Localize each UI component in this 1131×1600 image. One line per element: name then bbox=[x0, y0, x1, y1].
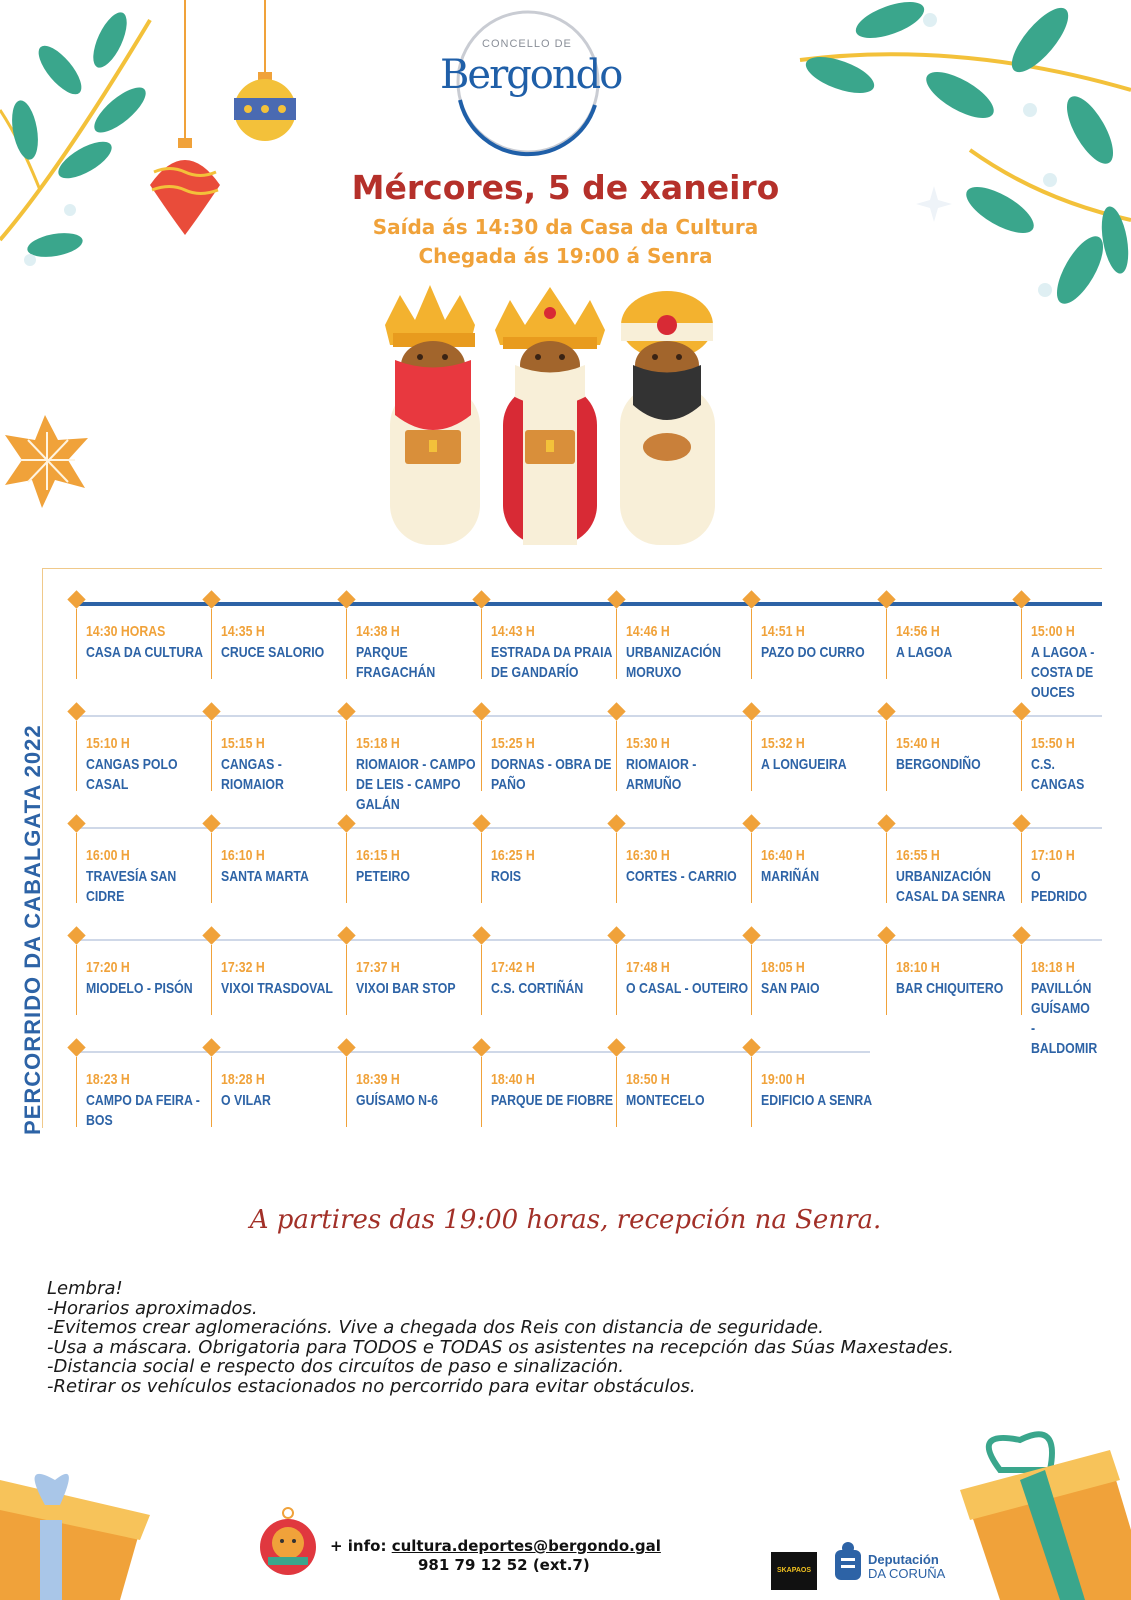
stop-time: 14:51 H bbox=[761, 623, 805, 640]
email-link[interactable]: cultura.deportes@bergondo.gal bbox=[391, 1537, 661, 1555]
stop-marker-icon bbox=[67, 814, 85, 832]
stop-place: CANGAS POLO CASAL bbox=[86, 756, 178, 793]
stop-time: 18:23 H bbox=[86, 1071, 130, 1088]
stop-marker-icon bbox=[202, 702, 220, 720]
stop-tick bbox=[346, 833, 347, 903]
stop-place: PARQUE DE FIOBRE bbox=[491, 1092, 614, 1109]
logo-name: Bergondo bbox=[440, 52, 622, 98]
arrival-info: Chegada ás 19:00 á Senra bbox=[418, 244, 713, 268]
stop-time: 16:10 H bbox=[221, 847, 265, 864]
stop-marker-icon bbox=[67, 1038, 85, 1056]
stop-marker-icon bbox=[877, 814, 895, 832]
stop-place: O VILAR bbox=[221, 1092, 271, 1109]
gift-bottom-right-decoration bbox=[960, 1430, 1131, 1600]
stop-marker-icon bbox=[202, 1038, 220, 1056]
route-row-line bbox=[75, 715, 1102, 717]
route-row bbox=[0, 817, 1131, 927]
stop-place: PAVILLÓN GUÍSAMO - BALDOMIR bbox=[1031, 980, 1098, 1057]
stop-tick bbox=[211, 721, 212, 791]
note-item: -Distancia social e respecto dos circuítos de paso e sinalización. bbox=[47, 1356, 624, 1377]
stop-marker-icon bbox=[607, 926, 625, 944]
deputacion-name: Deputación bbox=[868, 1552, 939, 1567]
stop-time: 19:00 H bbox=[761, 1071, 805, 1088]
phone-number: 981 79 12 52 (ext.7) bbox=[418, 1556, 590, 1574]
contact-info bbox=[330, 1537, 750, 1555]
stop-place: SAN PAIO bbox=[761, 980, 820, 997]
route-row bbox=[0, 1041, 1131, 1151]
stop-place: MIODELO - PISÓN bbox=[86, 980, 193, 997]
stop-marker-icon bbox=[337, 1038, 355, 1056]
stop-time: 17:10 H bbox=[1031, 847, 1075, 864]
stop-tick bbox=[76, 1057, 77, 1127]
stop-tick bbox=[211, 833, 212, 903]
stop-place: PARQUE FRAGACHÁN bbox=[356, 644, 436, 681]
stop-marker-icon bbox=[607, 1038, 625, 1056]
route-row bbox=[0, 929, 1131, 1057]
stop-place: A LAGOA - COSTA DE OUCES bbox=[1031, 644, 1095, 701]
stop-tick bbox=[616, 833, 617, 903]
note-item: -Horarios aproximados. bbox=[47, 1297, 258, 1319]
stop-marker-icon bbox=[742, 814, 760, 832]
stop-time: 15:30 H bbox=[626, 735, 670, 752]
stop-marker-icon bbox=[202, 926, 220, 944]
stop-place: URBANIZACIÓN CASAL DA SENRA bbox=[896, 868, 1006, 905]
stop-tick bbox=[1021, 609, 1022, 679]
stop-time: 18:18 H bbox=[1031, 959, 1075, 976]
stop-marker-icon bbox=[877, 926, 895, 944]
stop-place: MARIÑÁN bbox=[761, 868, 820, 885]
stop-tick bbox=[751, 833, 752, 903]
stop-time: 18:40 H bbox=[491, 1071, 535, 1088]
logo-top-text: CONCELLO DE bbox=[482, 38, 572, 50]
stop-tick bbox=[481, 833, 482, 903]
stop-tick bbox=[346, 1057, 347, 1127]
stop-tick bbox=[211, 1057, 212, 1127]
stop-tick bbox=[346, 609, 347, 679]
stop-tick bbox=[76, 721, 77, 791]
gingerbread-star-decoration bbox=[0, 410, 100, 510]
stop-tick bbox=[1021, 945, 1022, 1015]
mascot-ornament-icon bbox=[258, 1505, 318, 1577]
stop-marker-icon bbox=[877, 702, 895, 720]
stop-time: 15:25 H bbox=[491, 735, 535, 752]
stop-tick bbox=[616, 1057, 617, 1127]
stop-time: 18:39 H bbox=[356, 1071, 400, 1088]
stop-place: CRUCE SALORIO bbox=[221, 644, 325, 661]
stop-place: EDIFICIO A SENRA bbox=[761, 1092, 873, 1109]
event-date-title: Mércores, 5 de xaneiro bbox=[351, 168, 780, 207]
reception-announcement: A partires das 19:00 horas, recepción na Senra. bbox=[249, 1205, 882, 1235]
stop-place: MONTECELO bbox=[626, 1092, 705, 1109]
stop-place: ESTRADA DA PRAIA DE GANDARÍO bbox=[491, 644, 612, 681]
route-vertical-title: PERCORRIDO DA CABALGATA 2022 bbox=[20, 724, 45, 1135]
gift-bottom-left-decoration bbox=[0, 1460, 150, 1600]
deputacion-sub: DA CORUÑA bbox=[868, 1566, 946, 1581]
stop-place: VIXOI BAR STOP bbox=[356, 980, 456, 997]
stop-place: TRAVESÍA SAN CIDRE bbox=[86, 868, 177, 905]
stop-time: 14:35 H bbox=[221, 623, 265, 640]
stop-place: CASA DA CULTURA bbox=[86, 644, 204, 661]
stop-time: 16:00 H bbox=[86, 847, 130, 864]
info-label: + info: bbox=[330, 1537, 387, 1555]
stop-place: BAR CHIQUITERO bbox=[896, 980, 1004, 997]
deputacion-logo-text bbox=[868, 1553, 945, 1581]
route-row bbox=[0, 705, 1131, 815]
route-row-line bbox=[75, 602, 1102, 606]
stop-place: PETEIRO bbox=[356, 868, 411, 885]
stop-time: 16:55 H bbox=[896, 847, 940, 864]
route-row-line bbox=[75, 939, 1102, 941]
stop-marker-icon bbox=[1012, 702, 1030, 720]
stop-place: C.S. CANGAS bbox=[1031, 756, 1085, 793]
stop-time: 15:40 H bbox=[896, 735, 940, 752]
stop-time: 18:10 H bbox=[896, 959, 940, 976]
stop-time: 14:43 H bbox=[491, 623, 535, 640]
reminder-notes bbox=[47, 1279, 954, 1396]
stop-marker-icon bbox=[607, 814, 625, 832]
stop-marker-icon bbox=[67, 926, 85, 944]
stop-place: O CASAL - OUTEIRO bbox=[626, 980, 749, 997]
stop-tick bbox=[616, 609, 617, 679]
stop-place: DORNAS - OBRA DE PAÑO bbox=[491, 756, 612, 793]
stop-marker-icon bbox=[202, 814, 220, 832]
notes-heading: Lembra! bbox=[47, 1278, 123, 1299]
stop-tick bbox=[886, 721, 887, 791]
stop-marker-icon bbox=[67, 702, 85, 720]
stop-tick bbox=[76, 833, 77, 903]
stop-time: 14:46 H bbox=[626, 623, 670, 640]
stop-place: CAMPO DA FEIRA - BOS bbox=[86, 1092, 200, 1129]
stop-tick bbox=[211, 609, 212, 679]
stop-tick bbox=[616, 721, 617, 791]
stop-time: 16:30 H bbox=[626, 847, 670, 864]
stop-place: ROIS bbox=[491, 868, 522, 885]
stop-marker-icon bbox=[337, 702, 355, 720]
stop-tick bbox=[886, 609, 887, 679]
note-item: -Usa a máscara. Obrigatoria para TODOS e TODAS os asistentes na recepción das Súas Maxestades. bbox=[47, 1336, 954, 1358]
stop-place: SANTA MARTA bbox=[221, 868, 309, 885]
stop-marker-icon bbox=[742, 926, 760, 944]
stop-marker-icon bbox=[742, 702, 760, 720]
stop-tick bbox=[616, 945, 617, 1015]
stop-place: CORTES - CARRIO bbox=[626, 868, 737, 885]
stop-tick bbox=[751, 1057, 752, 1127]
stop-marker-icon bbox=[337, 814, 355, 832]
note-item: -Evitemos crear aglomeracións. Vive a chegada dos Reis con distancia de seguridade. bbox=[47, 1317, 824, 1338]
stop-place: A LAGOA bbox=[896, 644, 953, 661]
stop-tick bbox=[346, 721, 347, 791]
stop-place: RIOMAIOR - ARMUÑO bbox=[626, 756, 697, 793]
stop-time: 17:20 H bbox=[86, 959, 130, 976]
stop-place: RIOMAIOR - CAMPO DE LEIS - CAMPO GALÁN bbox=[356, 756, 476, 813]
stop-place: GUÍSAMO N-6 bbox=[356, 1092, 439, 1109]
stop-time: 15:00 H bbox=[1031, 623, 1075, 640]
stop-marker-icon bbox=[472, 926, 490, 944]
three-kings-illustration bbox=[375, 285, 735, 545]
stop-marker-icon bbox=[1012, 926, 1030, 944]
stop-marker-icon bbox=[472, 814, 490, 832]
stop-time: 17:32 H bbox=[221, 959, 265, 976]
stop-marker-icon bbox=[1012, 814, 1030, 832]
stop-tick bbox=[481, 1057, 482, 1127]
stop-time: 18:05 H bbox=[761, 959, 805, 976]
stop-place: C.S. CORTIÑÁN bbox=[491, 980, 584, 997]
stop-place: O PEDRIDO bbox=[1031, 868, 1088, 905]
route-row-line bbox=[75, 827, 1102, 829]
stop-time: 15:32 H bbox=[761, 735, 805, 752]
stop-tick bbox=[481, 721, 482, 791]
stop-tick bbox=[1021, 833, 1022, 903]
stop-marker-icon bbox=[742, 1038, 760, 1056]
stop-tick bbox=[76, 945, 77, 1015]
stop-time: 16:15 H bbox=[356, 847, 400, 864]
stop-tick bbox=[346, 945, 347, 1015]
stop-time: 17:37 H bbox=[356, 959, 400, 976]
stop-tick bbox=[751, 945, 752, 1015]
stop-tick bbox=[886, 833, 887, 903]
stop-place: CANGAS - RIOMAIOR bbox=[221, 756, 284, 793]
stop-place: BERGONDIÑO bbox=[896, 756, 981, 773]
bergondo-logo bbox=[440, 10, 620, 160]
stop-tick bbox=[1021, 721, 1022, 791]
stop-place: URBANIZACIÓN MORUXO bbox=[626, 644, 721, 681]
stop-tick bbox=[481, 945, 482, 1015]
stop-marker-icon bbox=[472, 702, 490, 720]
stop-time: 14:56 H bbox=[896, 623, 940, 640]
deputacion-shield-icon bbox=[833, 1540, 863, 1590]
stop-place: A LONGUEIRA bbox=[761, 756, 847, 773]
skapaos-logo: SKAPAOS bbox=[771, 1552, 817, 1590]
stop-time: 15:50 H bbox=[1031, 735, 1075, 752]
stop-time: 17:48 H bbox=[626, 959, 670, 976]
stop-time: 16:25 H bbox=[491, 847, 535, 864]
departure-info: Saída ás 14:30 da Casa da Cultura bbox=[372, 215, 759, 239]
stop-time: 15:18 H bbox=[356, 735, 400, 752]
stop-place: VIXOI TRASDOVAL bbox=[221, 980, 333, 997]
stop-time: 18:28 H bbox=[221, 1071, 265, 1088]
stop-marker-icon bbox=[607, 702, 625, 720]
stop-time: 17:42 H bbox=[491, 959, 535, 976]
stop-time: 18:50 H bbox=[626, 1071, 670, 1088]
stop-time: 15:15 H bbox=[221, 735, 265, 752]
stop-tick bbox=[751, 609, 752, 679]
stop-tick bbox=[751, 721, 752, 791]
stop-place: PAZO DO CURRO bbox=[761, 644, 865, 661]
stop-marker-icon bbox=[472, 1038, 490, 1056]
stop-tick bbox=[76, 609, 77, 679]
stop-tick bbox=[886, 945, 887, 1015]
stop-tick bbox=[211, 945, 212, 1015]
stop-time: 14:30 HORAS bbox=[86, 623, 166, 640]
stop-tick bbox=[481, 609, 482, 679]
note-item: -Retirar os vehículos estacionados no percorrido para evitar obstáculos. bbox=[47, 1375, 696, 1397]
stop-time: 14:38 H bbox=[356, 623, 400, 640]
stop-marker-icon bbox=[337, 926, 355, 944]
stop-time: 15:10 H bbox=[86, 735, 130, 752]
stop-time: 16:40 H bbox=[761, 847, 805, 864]
route-frame-top bbox=[42, 568, 1102, 569]
route-row bbox=[0, 593, 1131, 703]
